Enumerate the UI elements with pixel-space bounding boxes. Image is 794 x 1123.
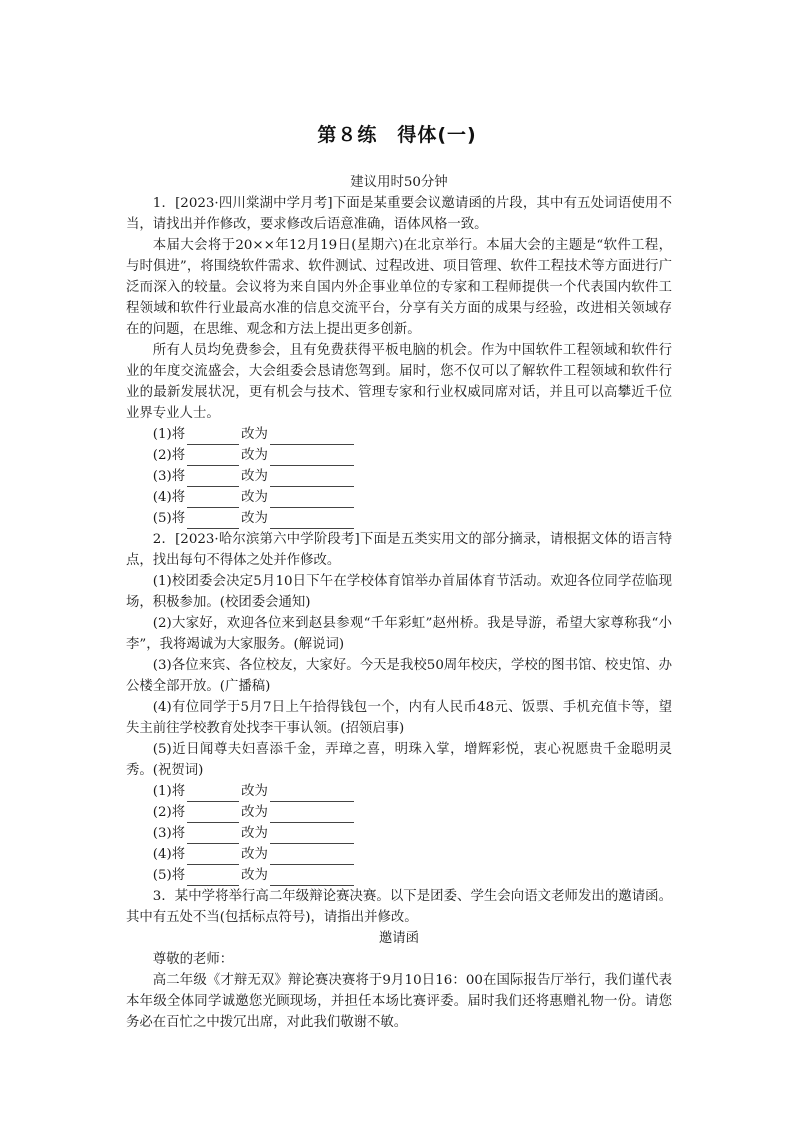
answer-blank-revised[interactable] xyxy=(270,828,354,844)
answer-line-number: (2)将 xyxy=(152,805,186,820)
answer-blank-original[interactable] xyxy=(187,786,239,802)
answer-line-number: (4)将 xyxy=(152,847,186,862)
answer-blank-original[interactable] xyxy=(187,429,239,445)
question-2-item: (3)各位来宾、各位校友，大家好。今天是我校50周年校庆，学校的图书馆、校史馆、办公楼全部开放。(广播稿) xyxy=(126,658,672,694)
answer-line-connector: 改为 xyxy=(241,847,268,862)
answer-blank-revised[interactable] xyxy=(270,513,354,529)
answer-blank-original[interactable] xyxy=(187,513,239,529)
page-title: 第８练 得体(一) xyxy=(317,124,477,146)
answer-blank-revised[interactable] xyxy=(270,429,354,445)
letter-title: 邀请函 xyxy=(378,931,420,946)
question-2-item: (1)校团委会决定5月10日下午在学校体育馆举办首届体育节活动。欢迎各位同学莅临现场，积极参加。(校团委会通知) xyxy=(126,574,672,610)
question-1-paragraph-2: 所有人员均免费参会，且有免费获得平板电脑的机会。作为中国软件工程领域和软件行业的年度交流盛会，大会组委会恳请您驾到。届时，您不仅可以了解软件工程领域和软件行业的最新发展状况，更有机会与技术、管理专家和行业权威同席对话，并且可以高攀近千位业界专业人士。 xyxy=(126,343,672,421)
answer-line-connector: 改为 xyxy=(241,805,268,820)
answer-line-connector: 改为 xyxy=(241,427,268,442)
question-2-prompt: 2．[2023·哈尔滨第六中学阶段考]下面是五类实用文的部分摘录，请根据文体的语言特点，找出每句不得体之处并作修改。 xyxy=(126,532,672,568)
answer-line-number: (3)将 xyxy=(152,469,186,484)
answer-line xyxy=(126,445,672,466)
answer-line-number: (1)将 xyxy=(152,427,186,442)
answer-blank-revised[interactable] xyxy=(270,849,354,865)
answer-blank-original[interactable] xyxy=(187,450,239,466)
answer-line xyxy=(126,466,672,487)
answer-line-number: (5)将 xyxy=(152,868,186,883)
answer-line xyxy=(126,487,672,508)
document-content xyxy=(126,172,672,1033)
answer-line-number: (5)将 xyxy=(152,511,186,526)
letter-salutation: 尊敬的老师： xyxy=(152,952,234,967)
answer-blank-original[interactable] xyxy=(187,849,239,865)
answer-blank-revised[interactable] xyxy=(270,450,354,466)
answer-blank-original[interactable] xyxy=(187,471,239,487)
question-2-answer-lines xyxy=(126,781,672,886)
answer-blank-original[interactable] xyxy=(187,492,239,508)
question-2-item: (2)大家好，欢迎各位来到赵县参观“千年彩虹”赵州桥。我是导游，希望大家尊称我“小李”，我将竭诚为大家服务。(解说词) xyxy=(126,616,672,652)
question-2-item: (5)近日闻尊夫妇喜添千金，弄璋之喜，明珠入掌，增辉彩悦，衷心祝愿贵千金聪明灵秀。(祝贺词) xyxy=(126,742,672,778)
answer-blank-revised[interactable] xyxy=(270,471,354,487)
answer-line-number: (2)将 xyxy=(152,448,186,463)
answer-line xyxy=(126,823,672,844)
answer-line-number: (3)将 xyxy=(152,826,186,841)
suggested-time: 建议用时50分钟 xyxy=(350,175,448,190)
answer-line xyxy=(126,424,672,445)
answer-blank-revised[interactable] xyxy=(270,807,354,823)
question-1-prompt: 1．[2023·四川棠湖中学月考]下面是某重要会议邀请函的片段，其中有五处词语使用不当，请找出并作修改，要求修改后语意准确，语体风格一致。 xyxy=(126,196,672,232)
answer-line xyxy=(126,508,672,529)
answer-line-connector: 改为 xyxy=(241,784,268,799)
answer-blank-original[interactable] xyxy=(187,807,239,823)
answer-line-connector: 改为 xyxy=(241,448,268,463)
answer-blank-revised[interactable] xyxy=(270,786,354,802)
answer-line xyxy=(126,865,672,886)
answer-line-number: (4)将 xyxy=(152,490,186,505)
question-2-item: (4)有位同学于5月7日上午拾得钱包一个，内有人民币48元、饭票、手机充值卡等，望失主前往学校教育处找李干事认领。(招领启事) xyxy=(126,700,672,736)
answer-blank-original[interactable] xyxy=(187,828,239,844)
answer-line xyxy=(126,844,672,865)
answer-blank-revised[interactable] xyxy=(270,870,354,886)
question-3-prompt: 3．某中学将举行高二年级辩论赛决赛。以下是团委、学生会向语文老师发出的邀请函。其中有五处不当(包括标点符号)，请指出并修改。 xyxy=(126,889,672,925)
answer-line-connector: 改为 xyxy=(241,511,268,526)
question-1-answer-lines xyxy=(126,424,672,529)
answer-line-connector: 改为 xyxy=(241,469,268,484)
answer-blank-revised[interactable] xyxy=(270,492,354,508)
answer-line-connector: 改为 xyxy=(241,868,268,883)
answer-line xyxy=(126,802,672,823)
answer-blank-original[interactable] xyxy=(187,870,239,886)
answer-line-connector: 改为 xyxy=(241,490,268,505)
answer-line-connector: 改为 xyxy=(241,826,268,841)
question-1-paragraph-1: 本届大会将于20××年12月19日(星期六)在北京举行。本届大会的主题是“软件工程，与时俱进”，将围绕软件需求、软件测试、过程改进、项目管理、软件工程技术等方面进行广泛而深入的较量。会议将为来自国内外企事业单位的专家和工程师提供一个代表国内软件工程领域和软件行业最高水准的信息交流平台，分享有关方面的成果与经验，改进相关领域存在的问题，在思维、观念和方法上提出更多创新。 xyxy=(126,238,672,337)
letter-body: 高二年级《才辩无双》辩论赛决赛将于9月10日16：00在国际报告厅举行，我们谨代表本年级全体同学诚邀您光顾现场，并担任本场比赛评委。届时我们还将惠赠礼物一份。请您务必在百忙之中拨冗出席，对此我们敬谢不敏。 xyxy=(126,973,672,1030)
answer-line-number: (1)将 xyxy=(152,784,186,799)
answer-line xyxy=(126,781,672,802)
